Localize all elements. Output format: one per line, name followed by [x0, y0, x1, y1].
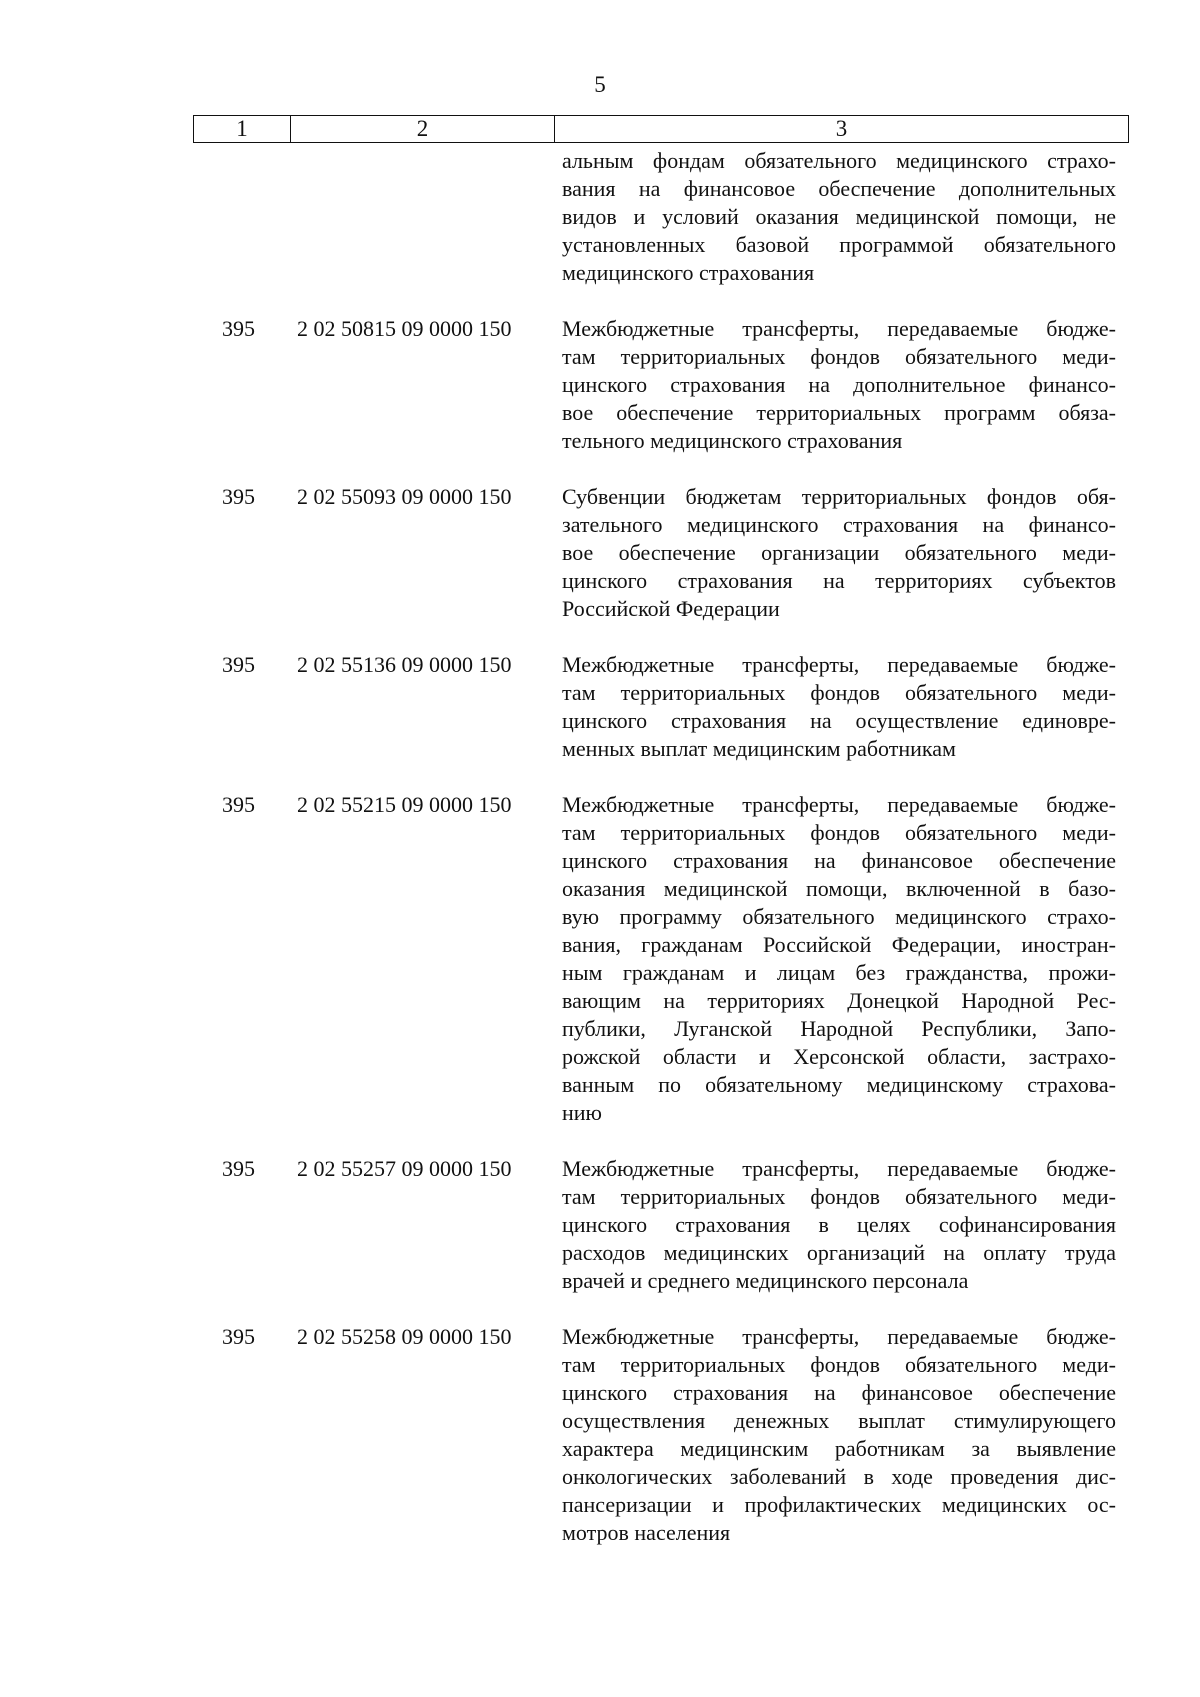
income-name-line: вания на финансовое обеспечение дополнительных	[562, 176, 1116, 201]
table-header-col-3: 3	[835, 116, 848, 141]
income-name-line: Субвенции бюджетам территориальных фондов обя-	[562, 484, 1116, 509]
income-name-line: пансеризации и профилактических медицинских ос-	[562, 1492, 1116, 1517]
income-name-line: Межбюджетные трансферты, передаваемые бюдже-	[562, 1156, 1116, 1181]
admin-code-cell: 395	[222, 652, 255, 677]
income-name-line: рожской области и Херсонской области, застрахо-	[562, 1044, 1116, 1069]
income-name-line: вую программу обязательного медицинского страхо-	[562, 904, 1116, 929]
income-name-line: цинского страхования на финансовое обеспечение	[562, 848, 1116, 873]
income-name-line: ванным по обязательному медицинскому страхова-	[562, 1072, 1116, 1097]
income-name-line: вое обеспечение организации обязательного меди-	[562, 540, 1116, 565]
income-name-line: характера медицинским работникам за выявление	[562, 1436, 1116, 1461]
kbk-code-cell: 2 02 55258 09 0000 150	[297, 1324, 512, 1349]
admin-code-cell: 395	[222, 1324, 255, 1349]
kbk-code-cell	[290, 147, 554, 287]
table-row	[193, 791, 1129, 1127]
table-row	[193, 483, 1129, 623]
page-number: 5	[594, 72, 606, 97]
income-name-line: там территориальных фондов обязательного меди-	[562, 680, 1116, 705]
admin-code-cell: 395	[222, 1156, 255, 1181]
income-name-line: там территориальных фондов обязательного меди-	[562, 820, 1116, 845]
income-name-line: Межбюджетные трансферты, передаваемые бюдже-	[562, 652, 1116, 677]
income-name-line: менных выплат медицинским работникам	[562, 736, 956, 761]
table-row	[193, 315, 1129, 455]
income-name-line: Межбюджетные трансферты, передаваемые бюдже-	[562, 1324, 1116, 1349]
income-name-line: альным фондам обязательного медицинского страхо-	[562, 148, 1116, 173]
table-row	[193, 1323, 1129, 1547]
income-name-line: видов и условий оказания медицинской помощи, не	[562, 204, 1116, 229]
income-name-line: цинского страхования в целях софинансирования	[562, 1212, 1116, 1237]
income-name-cell	[554, 651, 1116, 763]
income-name-line: мотров населения	[562, 1520, 731, 1545]
admin-code-cell	[193, 147, 290, 287]
income-name-line: оказания медицинской помощи, включенной в базо-	[562, 876, 1116, 901]
income-name-line: публики, Луганской Народной Республики, Запо-	[562, 1016, 1116, 1041]
income-name-cell	[554, 791, 1116, 1127]
kbk-code-cell: 2 02 55257 09 0000 150	[297, 1156, 512, 1181]
kbk-code-cell: 2 02 55136 09 0000 150	[297, 652, 512, 677]
income-name-cell	[554, 147, 1116, 287]
income-name-line: установленных базовой программой обязательного	[562, 232, 1116, 257]
income-name-cell	[554, 1323, 1116, 1547]
income-name-line: Межбюджетные трансферты, передаваемые бюдже-	[562, 792, 1116, 817]
income-name-line: цинского страхования на дополнительное финансо-	[562, 372, 1116, 397]
income-name-line: цинского страхования на осуществление единовре-	[562, 708, 1116, 733]
income-name-line: вания, гражданам Российской Федерации, иностран-	[562, 932, 1116, 957]
income-name-line: вающим на территориях Донецкой Народной Рес-	[562, 988, 1116, 1013]
kbk-code-cell: 2 02 55215 09 0000 150	[297, 792, 512, 817]
income-name-line: там территориальных фондов обязательного меди-	[562, 1352, 1116, 1377]
kbk-code-cell: 2 02 50815 09 0000 150	[297, 316, 512, 341]
income-name-line: вое обеспечение территориальных программ обяза-	[562, 400, 1116, 425]
kbk-code-cell: 2 02 55093 09 0000 150	[297, 484, 512, 509]
income-name-line: цинского страхования на финансовое обеспечение	[562, 1380, 1116, 1405]
income-name-line: ным гражданам и лицам без гражданства, прожи-	[562, 960, 1116, 985]
income-name-line: медицинского страхования	[562, 260, 815, 285]
admin-code-cell: 395	[222, 316, 255, 341]
income-name-line: там территориальных фондов обязательного меди-	[562, 344, 1116, 369]
income-name-cell	[554, 483, 1116, 623]
income-name-line: осуществления денежных выплат стимулирующего	[562, 1408, 1116, 1433]
admin-code-cell: 395	[222, 484, 255, 509]
table-body	[193, 147, 1129, 1547]
table-row	[193, 651, 1129, 763]
income-name-line: зательного медицинского страхования на финансо-	[562, 512, 1116, 537]
income-name-cell	[554, 1155, 1116, 1295]
income-name-cell	[554, 315, 1116, 455]
income-name-line: расходов медицинских организаций на оплату труда	[562, 1240, 1116, 1265]
table-header	[193, 115, 1129, 143]
table-header-col-1: 1	[194, 116, 291, 142]
income-name-line: врачей и среднего медицинского персонала	[562, 1268, 969, 1293]
table-row	[193, 147, 1129, 287]
income-name-line: цинского страхования на территориях субъектов	[562, 568, 1116, 593]
income-name-line: там территориальных фондов обязательного меди-	[562, 1184, 1116, 1209]
table-row	[193, 1155, 1129, 1295]
income-name-line: тельного медицинского страхования	[562, 428, 903, 453]
income-name-line: онкологических заболеваний в ходе проведения дис-	[562, 1464, 1116, 1489]
income-name-line: Российской Федерации	[562, 596, 780, 621]
admin-code-cell: 395	[222, 792, 255, 817]
table-header-col-2: 2	[291, 116, 555, 142]
income-name-line: Межбюджетные трансферты, передаваемые бюдже-	[562, 316, 1116, 341]
income-name-line: нию	[562, 1100, 602, 1125]
